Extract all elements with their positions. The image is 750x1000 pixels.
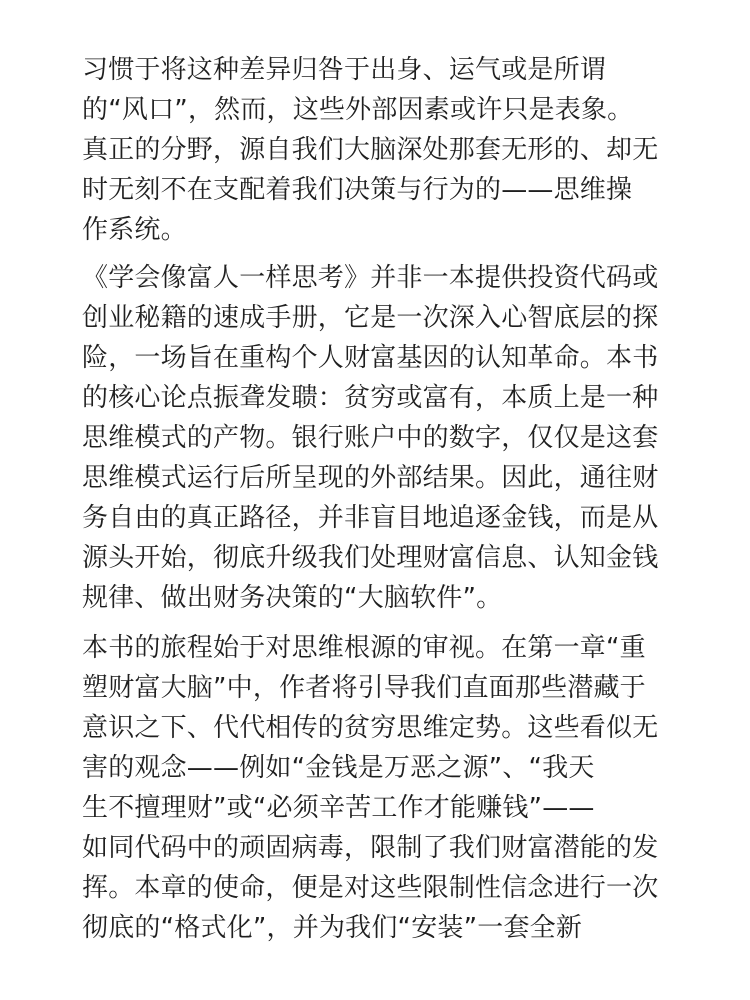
text-line: 本书的旅程始于对思维根源的审视。在第一章“重 <box>82 633 646 663</box>
text-line: 时无刻不在支配着我们决策与行为的——思维操 <box>82 175 633 205</box>
text-line: 作系统。 <box>82 215 187 245</box>
text-line: 险，一场旨在重构个人财富基因的认知革命。本书 <box>82 343 659 373</box>
text-line: 如同代码中的顽固病毒，限制了我们财富潜能的发 <box>82 833 659 863</box>
text-line: 害的观念——例如“金钱是万恶之源”、“我天 <box>82 753 595 783</box>
text-line: 思维模式的产物。银行账户中的数字，仅仅是这套 <box>82 423 659 453</box>
text-line: 意识之下、代代相传的贫穷思维定势。这些看似无 <box>82 713 659 743</box>
paragraph-3 <box>82 628 682 948</box>
text-line: 务自由的真正路径，并非盲目地追逐金钱，而是从 <box>82 503 659 533</box>
text-line: 创业秘籍的速成手册，它是一次深入心智底层的探 <box>82 303 659 333</box>
text-line: 的核心论点振聋发聩：贫穷或富有，本质上是一种 <box>82 383 659 413</box>
text-line: 生不擅理财”或“必须辛苦工作才能赚钱”—— <box>82 793 595 823</box>
text-line: 《学会像富人一样思考》并非一本提供投资代码或 <box>82 263 659 293</box>
text-line: 挥。本章的使命，便是对这些限制性信念进行一次 <box>82 873 659 903</box>
text-line: 真正的分野，源自我们大脑深处那套无形的、却无 <box>82 135 659 165</box>
text-line: 规律、做出财务决策的“大脑软件”。 <box>82 583 503 613</box>
text-line: 源头开始，彻底升级我们处理财富信息、认知金钱 <box>82 543 659 573</box>
text-line: 思维模式运行后所呈现的外部结果。因此，通往财 <box>82 463 659 493</box>
paragraph-2 <box>82 258 682 618</box>
text-line: 彻底的“格式化”，并为我们“安装”一套全新 <box>82 913 583 943</box>
text-line: 塑财富大脑”中，作者将引导我们直面那些潜藏于 <box>82 673 646 703</box>
text-line: 习惯于将这种差异归咎于出身、运气或是所谓 <box>82 55 607 85</box>
paragraph-1 <box>82 50 682 250</box>
text-line: 的“风口”，然而，这些外部因素或许只是表象。 <box>82 95 634 125</box>
